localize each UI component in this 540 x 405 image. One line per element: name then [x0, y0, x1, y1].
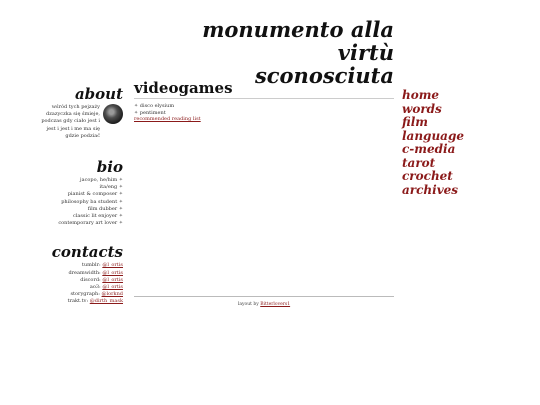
contact-link[interactable]: @l_ortis — [102, 262, 123, 269]
star-icon: ✦ — [118, 177, 123, 184]
star-icon: ✦ — [118, 213, 123, 220]
contact-item — [36, 298, 123, 305]
about-line: wśród tych pejzaży — [51, 104, 100, 110]
site-title — [150, 18, 394, 87]
star-icon: ✦ — [118, 198, 123, 205]
contact-item — [36, 262, 123, 269]
contact-item — [36, 270, 123, 277]
contact-link[interactable]: @l_ortis — [102, 276, 123, 283]
star-icon: ✦ — [118, 184, 123, 191]
bio-item: philosophy ba student ✦ — [61, 198, 123, 205]
nav-link-tarot[interactable]: tarot — [402, 155, 436, 170]
sidebar — [36, 86, 123, 306]
contact-link[interactable]: @l_ortis — [102, 269, 123, 276]
about-heading: about — [74, 85, 123, 103]
bio-item: pianist & composer ✦ — [67, 191, 123, 198]
list-item: ✦ pentiment — [134, 109, 166, 116]
star-icon: ✦ — [118, 220, 123, 227]
nav-link-film[interactable]: film — [402, 115, 428, 129]
title-divider — [134, 98, 394, 99]
contacts-heading: contacts — [51, 243, 123, 262]
contact-link[interactable]: @lorknd — [101, 291, 123, 298]
about-line: gdzie podziać — [65, 132, 100, 139]
bio-item: jacopo, he/him ✦ — [80, 177, 123, 184]
site-title-line1: monumento alla virtù — [202, 17, 394, 65]
nav-link-archives[interactable]: archives — [402, 182, 459, 197]
about-section — [36, 86, 123, 140]
nav-link-c-media[interactable]: c-media — [402, 142, 456, 156]
footer-credit: layout by — [237, 302, 259, 307]
bio-item: classic lit enjoyer ✦ — [72, 213, 123, 220]
recommended-reading-link[interactable]: recommended reading list — [134, 116, 201, 123]
list-item — [134, 116, 394, 123]
star-icon: ✦ — [118, 191, 123, 198]
nav-link-language[interactable]: language — [402, 128, 464, 143]
star-icon: ✦ — [118, 205, 123, 212]
avatar — [103, 104, 123, 124]
site-title-line2: sconosciuta — [254, 63, 394, 88]
about-line: jest i jest i me ma się — [46, 125, 100, 132]
bio-heading: bio — [96, 158, 123, 177]
games-list — [134, 103, 394, 123]
star-icon: ✦ — [134, 103, 139, 109]
contacts-section — [36, 244, 123, 305]
contact-link[interactable]: @l_ortis — [102, 284, 123, 291]
contact-service: dreamwidth: — [68, 269, 101, 276]
nav-link-home[interactable]: home — [402, 88, 440, 102]
about-line: dzazyczka się śmieje, — [46, 111, 100, 118]
list-item: ✦ disco elysium — [134, 103, 175, 109]
contact-item — [36, 277, 123, 284]
about-text — [41, 104, 100, 140]
footer-credit-link[interactable]: Bitterlovers1 — [260, 302, 291, 307]
bio-section — [36, 159, 123, 227]
contact-service: trakt.tv: — [67, 298, 89, 305]
contact-service: tumblr: — [81, 262, 101, 269]
main-content — [134, 80, 394, 123]
contact-link[interactable]: @dirth_mask — [89, 298, 123, 305]
nav-link-words[interactable]: words — [402, 101, 442, 116]
main-nav — [402, 89, 464, 197]
contact-service: storygraph: — [70, 291, 100, 298]
page-title: videogames — [134, 79, 233, 97]
contact-service: discord: — [80, 276, 101, 283]
contact-service: ao3: — [89, 284, 101, 291]
nav-link-crochet[interactable]: crochet — [402, 169, 453, 183]
star-icon: ✦ — [134, 109, 139, 116]
bio-item: ita/eng ✦ — [99, 184, 123, 191]
bio-item: contemporary art lover ✦ — [58, 220, 123, 227]
about-line: podczas gdy ciało jest i — [41, 118, 100, 125]
bio-item: film dubber ✦ — [87, 205, 123, 212]
footer-divider — [134, 296, 394, 297]
footer — [134, 302, 394, 307]
